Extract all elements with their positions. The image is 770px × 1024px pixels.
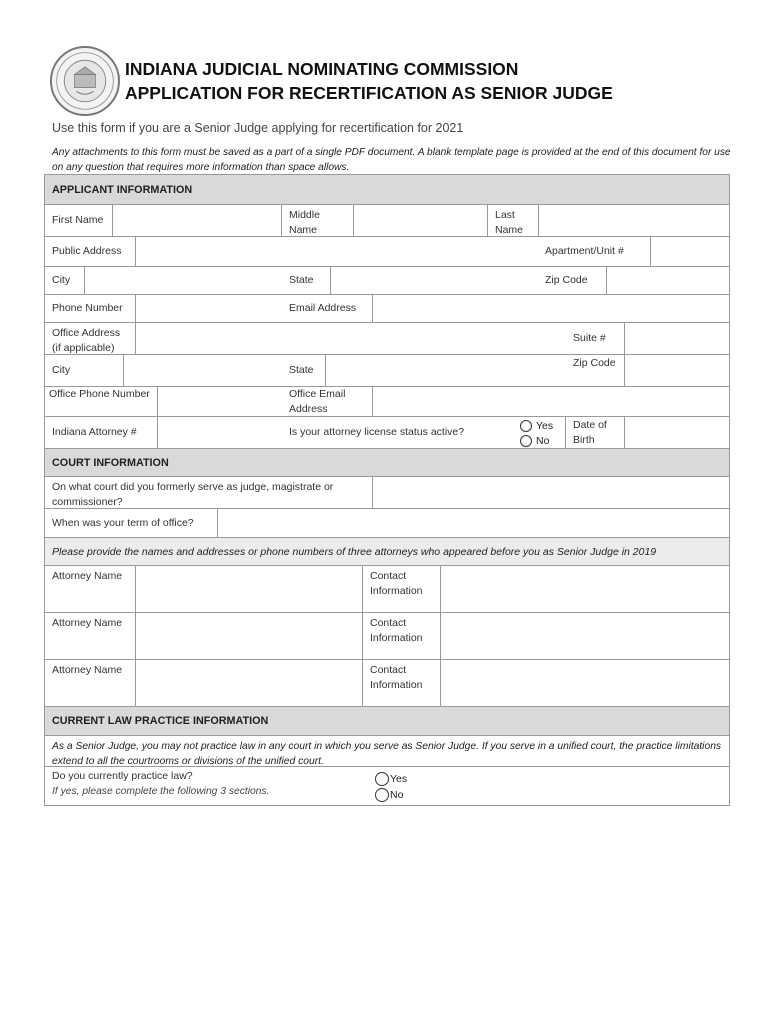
practice-hint: If yes, please complete the following 3 sections. [52,786,270,797]
office-zip-label: Zip Code [566,355,625,386]
attorney-name-label: Attorney Name [45,566,136,612]
office-address-row [45,323,729,355]
state-label: State [282,267,331,294]
state-field[interactable] [331,267,538,294]
practice-yes-option[interactable] [375,771,407,787]
practice-question-row [45,767,729,805]
office-address-field[interactable] [136,323,566,354]
attorney-row-2 [45,613,729,660]
practice-radios [375,771,407,803]
attorney-row-1 [45,566,729,613]
attorney-name-field[interactable] [136,566,363,612]
title-line-2: APPLICATION FOR RECERTIFICATION AS SENIOR JUDGE [125,83,613,103]
attachment-note: Any attachments to this form must be saved as a part of a single PDF document. A blank template page is provided at the end of this document for use on any question that requires more information than space allows. [52,147,731,173]
page-title [125,57,613,105]
apartment-label: Apartment/Unit # [538,237,651,266]
contact-info-field[interactable] [441,660,729,706]
attorney-name-field[interactable] [136,660,363,706]
public-address-field[interactable] [136,237,538,266]
license-no-radio[interactable] [520,435,532,447]
applicant-section-heading: APPLICANT INFORMATION [45,175,729,205]
license-yes-option[interactable] [520,418,565,433]
name-row [45,205,729,237]
city-label: City [45,267,85,294]
suite-field[interactable] [625,323,729,354]
phone-label: Phone Number [45,295,136,322]
court-served-label: On what court did you formerly serve as judge, magistrate or commissioner? [45,477,373,508]
seal-icon [52,48,118,114]
middle-name-field[interactable] [354,205,488,236]
office-address-label: Office Address (if applicable) [45,323,136,354]
license-no-option[interactable] [520,433,565,448]
contact-info-label: Contact Information [363,660,441,706]
court-section-heading: COURT INFORMATION [45,449,729,477]
attorneys-prompt: Please provide the names and addresses or phone numbers of three attorneys who appeared before you as Senior Judge in 2019 [45,538,729,566]
contact-info-field[interactable] [441,566,729,612]
office-phone-field[interactable] [158,387,282,416]
dob-label: Date of Birth [566,417,625,448]
practice-yes-radio[interactable] [375,772,389,786]
attorney-name-field[interactable] [136,613,363,659]
practice-note: As a Senior Judge, you may not practice law in any court in which you serve as Senior Judge. If you serve in a unified court, the practice limitations extend to all the courtrooms or divisions of the unified court. [45,736,729,767]
practice-no-option[interactable] [375,787,407,803]
suite-label: Suite # [566,323,625,354]
public-address-row [45,237,729,267]
city-state-zip-row [45,267,729,295]
attorney-license-row [45,417,729,449]
public-address-label: Public Address [45,237,136,266]
commission-seal [50,46,120,116]
contact-info-field[interactable] [441,613,729,659]
contact-info-label: Contact Information [363,566,441,612]
license-no-label: No [536,434,550,447]
practice-section-heading: CURRENT LAW PRACTICE INFORMATION [45,707,729,736]
office-city-field[interactable] [124,355,282,386]
application-form [44,174,730,806]
attorney-number-field[interactable] [158,417,282,448]
office-zip-field[interactable] [625,355,729,386]
first-name-field[interactable] [113,205,282,236]
intro-text: Use this form if you are a Senior Judge applying for recertification for 2021 [52,121,464,135]
term-field[interactable] [218,509,729,537]
practice-question-label: Do you currently practice law? [52,770,193,782]
email-field[interactable] [373,295,729,322]
license-yes-radio[interactable] [520,420,532,432]
office-contact-row [45,387,729,417]
attorney-row-3 [45,660,729,707]
practice-no-radio[interactable] [375,788,389,802]
court-served-field[interactable] [373,477,729,508]
office-state-field[interactable] [326,355,566,386]
city-field[interactable] [85,267,282,294]
office-email-field[interactable] [373,387,729,416]
license-status-label: Is your attorney license status active? [289,426,465,438]
zip-field[interactable] [607,267,729,294]
court-served-row [45,477,729,509]
office-email-label: Office Email Address [282,387,373,416]
phone-field[interactable] [136,295,282,322]
attorney-number-label: Indiana Attorney # [45,417,158,448]
license-status-radios [520,417,566,448]
attorney-name-label: Attorney Name [45,660,136,706]
practice-no-label: No [390,789,404,801]
dob-field[interactable] [625,417,729,448]
office-city-label: City [45,355,124,386]
office-phone-label: Office Phone Number [45,387,158,416]
office-state-label: State [282,355,326,386]
term-row [45,509,729,538]
office-city-state-zip-row [45,355,729,387]
attorney-name-label: Attorney Name [45,613,136,659]
license-yes-label: Yes [536,419,554,432]
term-label: When was your term of office? [45,509,218,537]
middle-name-label: Middle Name [282,205,354,236]
last-name-field[interactable] [539,205,729,236]
contact-info-label: Contact Information [363,613,441,659]
first-name-label: First Name [45,205,113,236]
apartment-field[interactable] [651,237,729,266]
last-name-label: Last Name [488,205,539,236]
practice-yes-label: Yes [390,773,408,785]
zip-label: Zip Code [538,267,607,294]
title-line-1: INDIANA JUDICIAL NOMINATING COMMISSION [125,59,519,79]
email-label: Email Address [282,295,373,322]
phone-email-row [45,295,729,323]
